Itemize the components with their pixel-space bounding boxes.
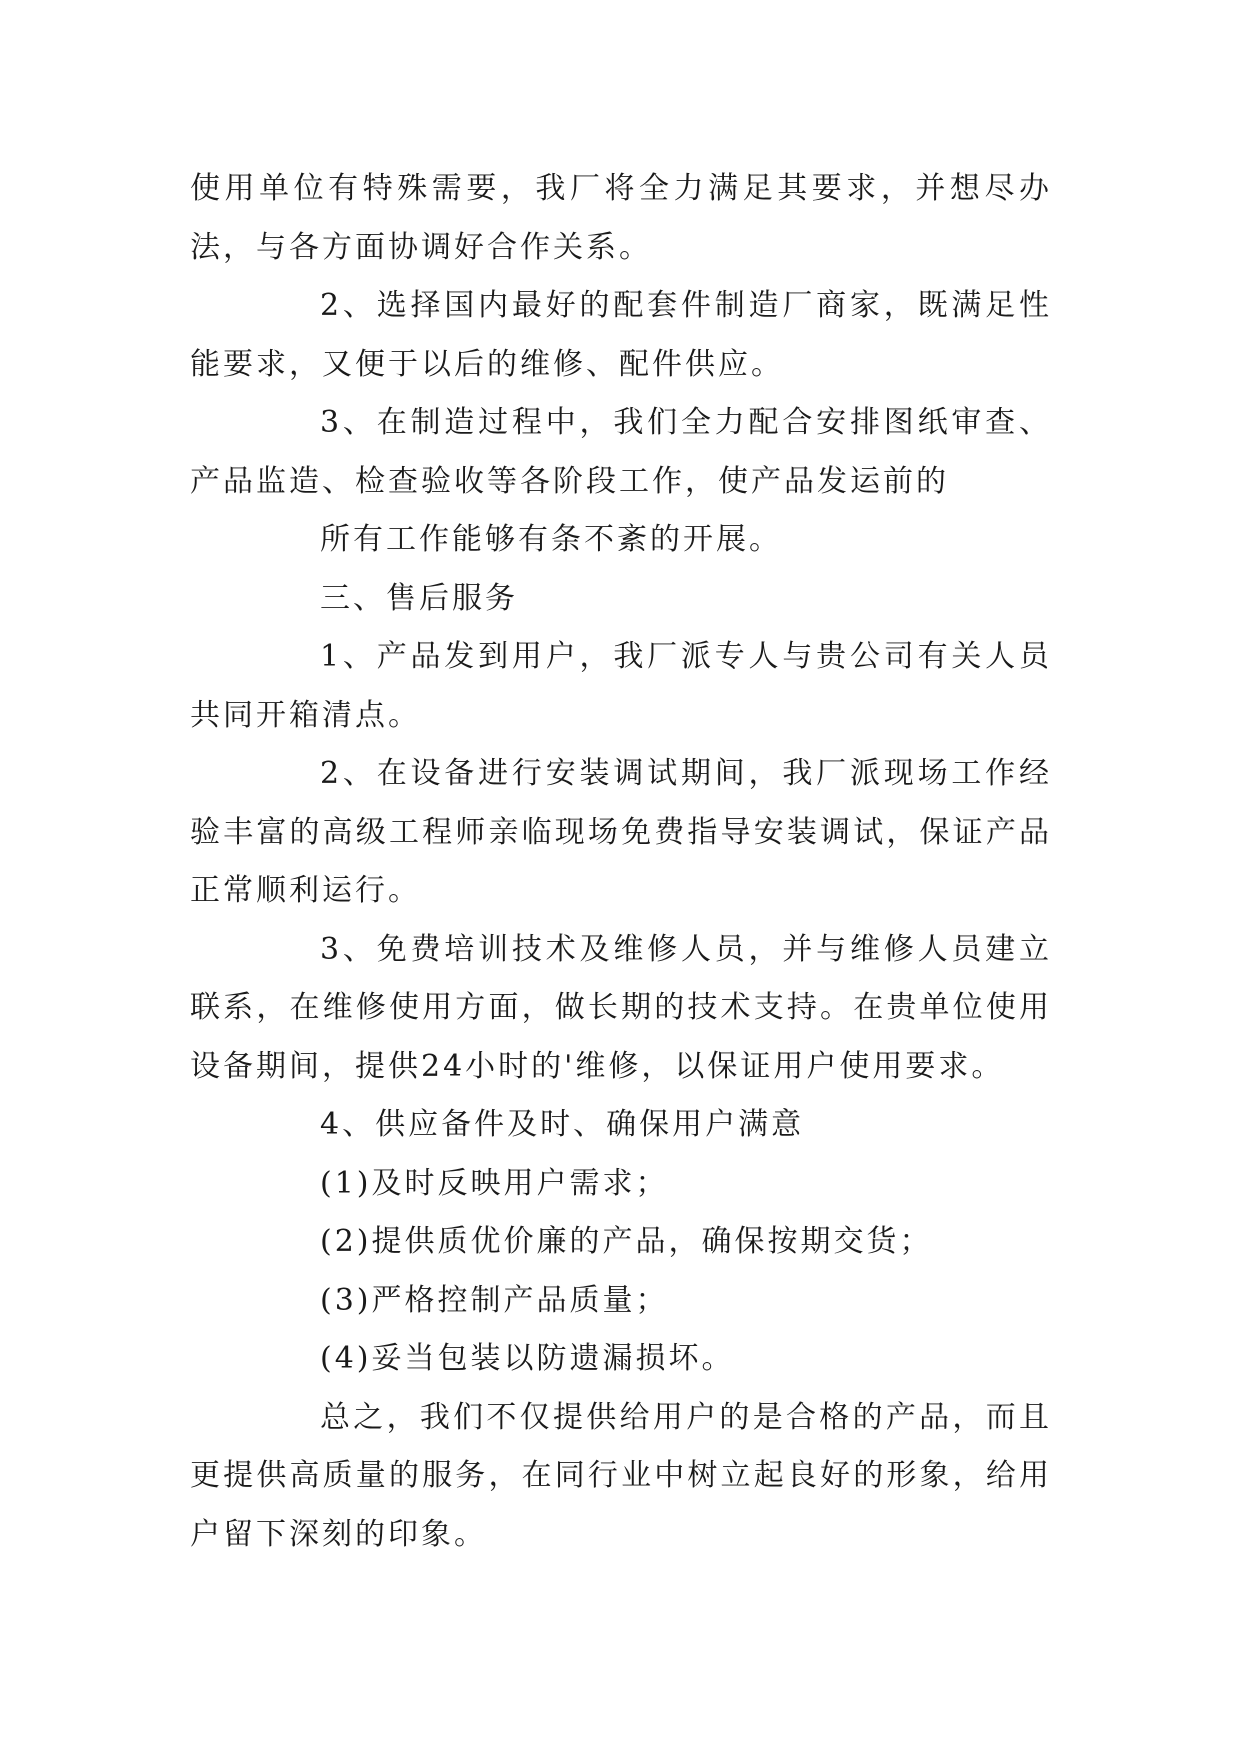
paragraph-service-3: 3、免费培训技术及维修人员，并与维修人员建立联系，在维修使用方面，做长期的技术支持。在贵单位使用设备期间，提供24小时的'维修，以保证用户使用要求。 (190, 931, 1052, 1084)
paragraph-service-4: 4、供应备件及时、确保用户满意 (320, 1107, 805, 1142)
paragraph-service-1: 1、产品发到用户，我厂派专人与贵公司有关人员共同开箱清点。 (190, 639, 1052, 733)
paragraph-item-3-manufacturing: 3、在制造过程中，我们全力配合安排图纸审查、产品监造、检查验收等各阶段工作，使产品发运前的 (190, 405, 1052, 499)
section-heading-after-sales: 三、售后服务 (320, 580, 518, 616)
document-body (190, 160, 1052, 1564)
list-item-3: (3)严格控制产品质量； (320, 1282, 669, 1318)
paragraph-item-2-parts: 2、选择国内最好的配套件制造厂商家，既满足性能要求，又便于以后的维修、配件供应。 (190, 288, 1052, 382)
paragraph-manufacturing-continued: 所有工作能够有条不紊的开展。 (320, 522, 782, 557)
list-item-1: (1)及时反映用户需求； (320, 1165, 669, 1201)
paragraph-continuation: 使用单位有特殊需要，我厂将全力满足其要求，并想尽办法，与各方面协调好合作关系。 (190, 171, 1052, 265)
paragraph-conclusion: 总之，我们不仅提供给用户的是合格的产品，而且更提供高质量的服务，在同行业中树立起良好的形象，给用户留下深刻的印象。 (190, 1399, 1052, 1552)
paragraph-service-2: 2、在设备进行安装调试期间，我厂派现场工作经验丰富的高级工程师亲临现场免费指导安装调试，保证产品正常顺利运行。 (190, 756, 1052, 908)
list-item-2: (2)提供质优价廉的产品，确保按期交货； (320, 1224, 933, 1259)
list-item-4: (4)妥当包装以防遗漏损坏。 (320, 1341, 735, 1376)
